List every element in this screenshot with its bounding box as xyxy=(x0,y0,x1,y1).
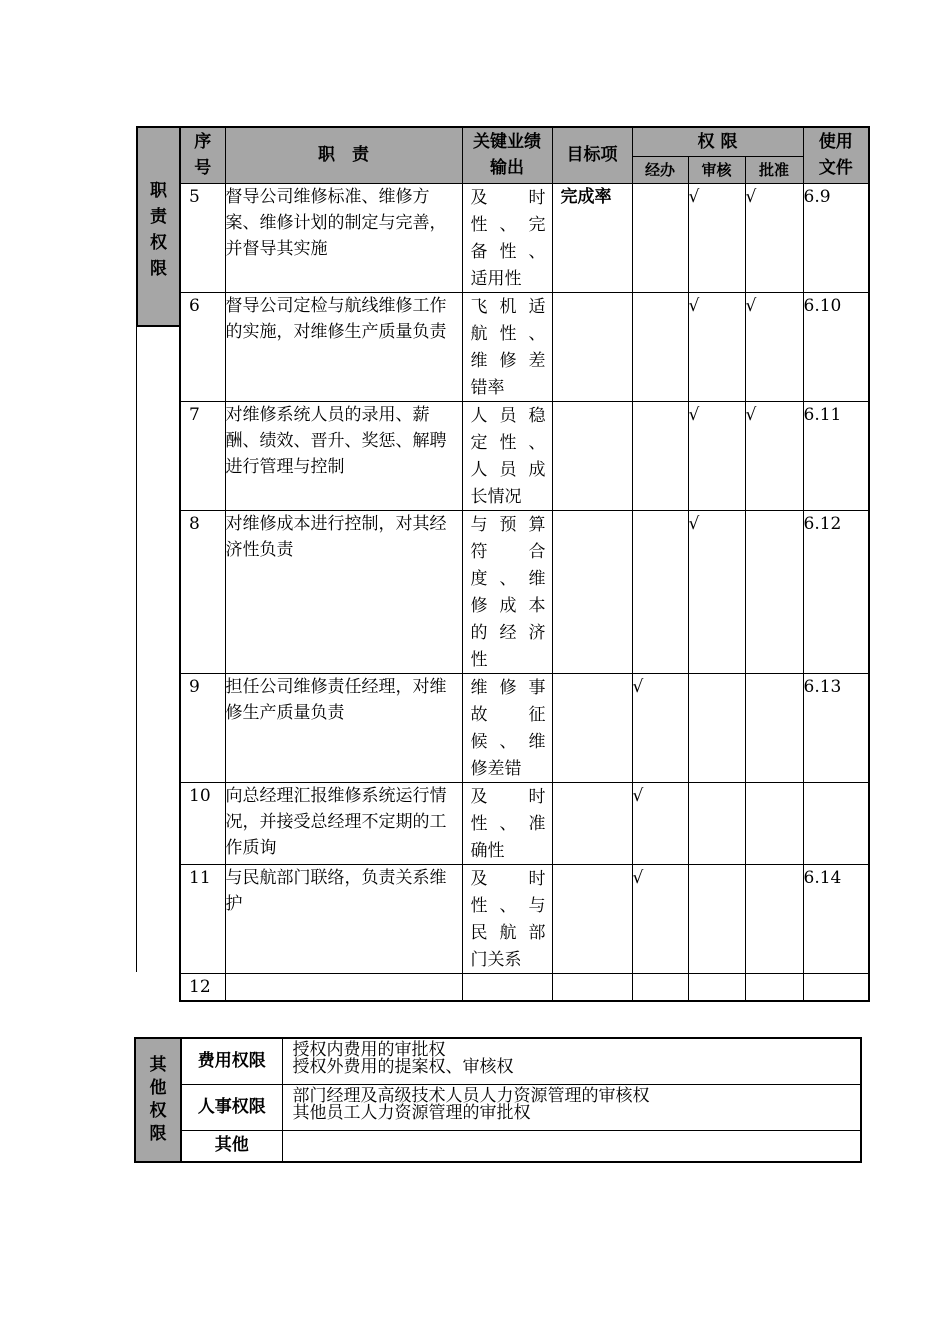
header-seq xyxy=(180,127,225,183)
row-doc: 6.12 xyxy=(803,510,869,673)
kpi-line: 长情况 xyxy=(470,486,522,507)
header-auth-handle: 经办 xyxy=(632,156,688,183)
duty-side-label xyxy=(138,178,179,282)
header-authority: 权 限 xyxy=(632,127,803,156)
other-value xyxy=(282,1130,861,1162)
row-approve-check: √ xyxy=(745,183,803,292)
row-review-check: √ xyxy=(688,292,745,401)
duty-row xyxy=(180,510,869,673)
other-value-line: 部门经理及高级技术人员人力资源管理的审核权 xyxy=(292,1085,650,1106)
row-kpi xyxy=(462,864,552,973)
row-kpi xyxy=(462,973,552,1001)
header-seq-text: 序号 xyxy=(194,132,212,179)
row-handle-check: √ xyxy=(632,673,688,782)
kpi-line: 人 员 稳 xyxy=(470,405,546,426)
row-seq: 7 xyxy=(180,401,225,510)
row-duty: 向总经理汇报维修系统运行情况，并接受总经理不定期的工作质询 xyxy=(225,782,462,864)
duty-rows xyxy=(180,183,869,1001)
row-seq: 9 xyxy=(180,673,225,782)
kpi-line: 候 、 维 xyxy=(470,731,546,752)
row-handle-check xyxy=(632,973,688,1001)
kpi-line: 维 修 事 xyxy=(470,677,546,698)
row-seq: 8 xyxy=(180,510,225,673)
duty-row xyxy=(180,782,869,864)
other-value-line: 授权内费用的审批权 xyxy=(292,1040,446,1060)
row-kpi xyxy=(462,673,552,782)
header-target: 目标项 xyxy=(552,127,632,183)
header-kpi xyxy=(462,127,552,183)
row-doc: 6.14 xyxy=(803,864,869,973)
duty-row xyxy=(180,292,869,401)
kpi-line: 及 时 xyxy=(470,187,546,208)
row-doc: 6.13 xyxy=(803,673,869,782)
row-doc: 6.9 xyxy=(803,183,869,292)
duty-row xyxy=(180,864,869,973)
row-approve-check xyxy=(745,782,803,864)
kpi-line: 门关系 xyxy=(470,949,522,970)
row-seq: 10 xyxy=(180,782,225,864)
other-side-label xyxy=(135,1038,181,1162)
row-kpi xyxy=(462,401,552,510)
row-kpi xyxy=(462,183,552,292)
duty-row xyxy=(180,183,869,292)
kpi-line: 性 、 完 xyxy=(470,214,546,235)
row-target xyxy=(552,292,632,401)
kpi-line: 定 性 、 xyxy=(470,432,546,453)
other-table xyxy=(134,1037,862,1163)
other-label: 其他 xyxy=(181,1130,282,1162)
row-approve-check xyxy=(745,510,803,673)
row-approve-check: √ xyxy=(745,292,803,401)
kpi-line: 与 预 算 xyxy=(470,514,546,535)
other-value-line: 授权外费用的提案权、审核权 xyxy=(292,1057,514,1077)
row-kpi xyxy=(462,782,552,864)
row-handle-check: √ xyxy=(632,864,688,973)
row-duty: 担任公司维修责任经理，对维修生产质量负责 xyxy=(225,673,462,782)
row-doc: 6.11 xyxy=(803,401,869,510)
kpi-line: 性 xyxy=(470,649,488,670)
row-target: 完成率 xyxy=(552,183,632,292)
row-target xyxy=(552,510,632,673)
other-value-line: 其他员工人力资源管理的审批权 xyxy=(292,1102,531,1123)
other-value xyxy=(282,1038,861,1084)
row-review-check xyxy=(688,864,745,973)
row-duty: 对维修系统人员的录用、薪酬、绩效、晋升、奖惩、解聘进行管理与控制 xyxy=(225,401,462,510)
kpi-line: 性 、 准 xyxy=(470,813,546,834)
row-review-check xyxy=(688,782,745,864)
row-duty: 督导公司维修标准、维修方案、维修计划的制定与完善，并督导其实施 xyxy=(225,183,462,292)
row-review-check: √ xyxy=(688,183,745,292)
kpi-line: 故 征 xyxy=(470,704,546,725)
row-duty xyxy=(225,973,462,1001)
row-duty: 与民航部门联络，负责关系维护 xyxy=(225,864,462,973)
row-seq: 5 xyxy=(180,183,225,292)
row-handle-check xyxy=(632,510,688,673)
row-doc xyxy=(803,973,869,1001)
row-review-check: √ xyxy=(688,510,745,673)
other-label: 人事权限 xyxy=(181,1084,282,1130)
row-target xyxy=(552,864,632,973)
row-handle-check xyxy=(632,292,688,401)
header-docs xyxy=(803,127,869,183)
kpi-line: 航 性 、 xyxy=(470,323,546,344)
row-kpi xyxy=(462,510,552,673)
row-duty: 督导公司定检与航线维修工作的实施，对维修生产质量负责 xyxy=(225,292,462,401)
other-value xyxy=(282,1084,861,1130)
kpi-line: 确性 xyxy=(470,840,505,861)
kpi-line: 及 时 xyxy=(470,868,546,889)
other-label: 费用权限 xyxy=(181,1038,282,1084)
row-handle-check xyxy=(632,183,688,292)
row-doc: 6.10 xyxy=(803,292,869,401)
duty-row xyxy=(180,401,869,510)
row-seq: 6 xyxy=(180,292,225,401)
row-review-check: √ xyxy=(688,401,745,510)
kpi-line: 适用性 xyxy=(470,268,522,289)
other-row xyxy=(135,1084,861,1130)
row-handle-check xyxy=(632,401,688,510)
kpi-line: 符 合 xyxy=(470,541,546,562)
row-duty: 对维修成本进行控制，对其经济性负责 xyxy=(225,510,462,673)
duty-row xyxy=(180,973,869,1001)
row-approve-check xyxy=(745,673,803,782)
kpi-line: 修差错 xyxy=(470,758,522,779)
row-target xyxy=(552,401,632,510)
kpi-line: 备 性 、 xyxy=(470,241,546,262)
row-kpi xyxy=(462,292,552,401)
header-docs-text: 使用文件 xyxy=(818,132,853,179)
row-handle-check: √ xyxy=(632,782,688,864)
header-auth-approve: 批准 xyxy=(745,156,803,183)
row-target xyxy=(552,673,632,782)
other-row xyxy=(135,1038,861,1084)
row-approve-check xyxy=(745,973,803,1001)
duty-side-line xyxy=(136,325,137,972)
kpi-line: 的 经 济 xyxy=(470,622,546,643)
duty-side-bar xyxy=(136,126,181,327)
kpi-line: 性 、 与 xyxy=(470,895,546,916)
kpi-line: 人 员 成 xyxy=(470,459,546,480)
kpi-line: 维 修 差 xyxy=(470,350,546,371)
row-seq: 11 xyxy=(180,864,225,973)
header-duty: 职 责 xyxy=(225,127,462,183)
header-auth-review: 审核 xyxy=(688,156,745,183)
kpi-line: 及 时 xyxy=(470,786,546,807)
other-rows xyxy=(135,1038,861,1162)
row-doc xyxy=(803,782,869,864)
duty-row xyxy=(180,673,869,782)
kpi-line: 民 航 部 xyxy=(470,922,546,943)
duty-table xyxy=(179,126,870,1002)
kpi-line: 错率 xyxy=(470,377,505,398)
duty-side-label-text: 职责权限 xyxy=(150,181,167,279)
row-review-check xyxy=(688,973,745,1001)
row-seq: 12 xyxy=(180,973,225,1001)
row-approve-check xyxy=(745,864,803,973)
kpi-line: 度 、 维 xyxy=(470,568,546,589)
row-target xyxy=(552,973,632,1001)
kpi-line: 修 成 本 xyxy=(470,595,546,616)
other-side-label-text: 其他权限 xyxy=(149,1055,167,1144)
row-approve-check: √ xyxy=(745,401,803,510)
row-review-check xyxy=(688,673,745,782)
kpi-line: 飞 机 适 xyxy=(470,296,546,317)
header-kpi-text: 关键业绩输出 xyxy=(473,132,541,179)
row-target xyxy=(552,782,632,864)
other-row xyxy=(135,1130,861,1162)
